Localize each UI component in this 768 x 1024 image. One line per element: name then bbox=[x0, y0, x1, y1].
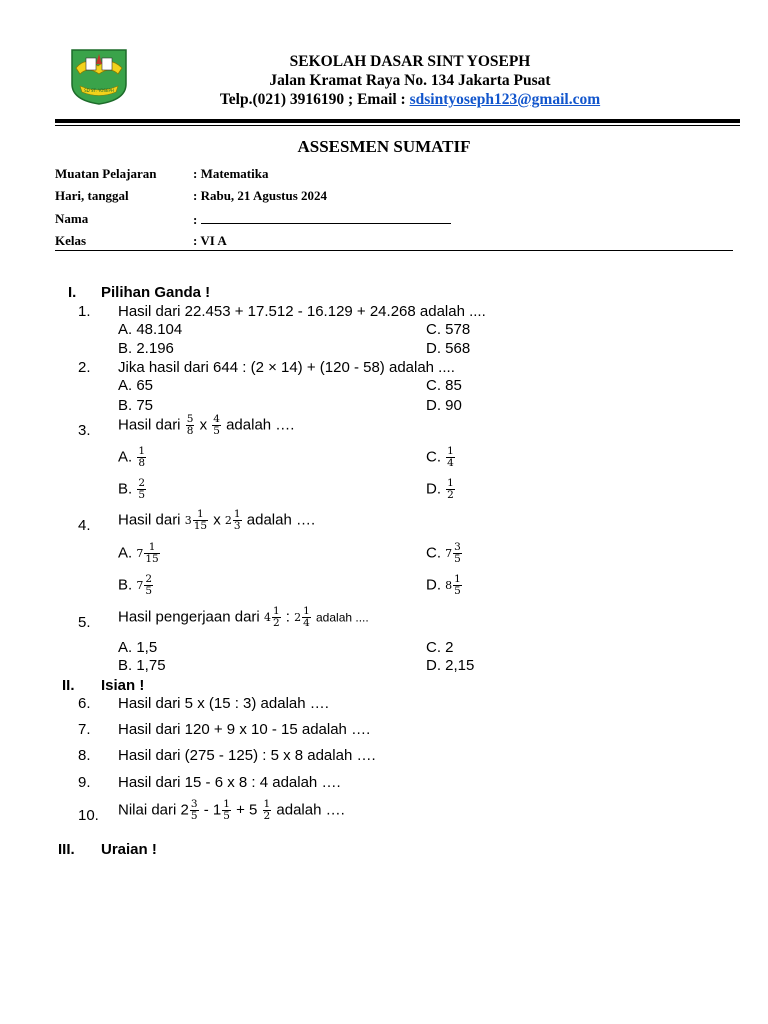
q4-f2-numerator: 1 bbox=[233, 508, 241, 520]
q1-option-c[interactable]: C. 578 bbox=[426, 321, 471, 338]
section-1-title: Pilihan Ganda ! bbox=[101, 284, 211, 301]
q4-option-d-fraction bbox=[453, 574, 462, 597]
q5-operator: : bbox=[285, 608, 290, 626]
meta-class-value: : VI A bbox=[193, 233, 227, 248]
q4-option-a[interactable] bbox=[118, 542, 161, 565]
q4-b-numerator: 2 bbox=[145, 573, 153, 585]
q10-f1-numerator: 3 bbox=[190, 798, 198, 810]
meta-date-label: Hari, tanggal bbox=[55, 188, 129, 203]
q3-a-numerator: 1 bbox=[138, 445, 146, 457]
q4-f1-denominator: 15 bbox=[193, 520, 208, 532]
section-2-title: Isian ! bbox=[101, 677, 145, 694]
q4-option-c-fraction bbox=[453, 542, 462, 565]
header-divider-thin bbox=[55, 125, 740, 126]
q10-fraction-3 bbox=[263, 799, 272, 822]
q3-f2-numerator: 4 bbox=[213, 413, 220, 425]
meta-divider bbox=[55, 250, 733, 251]
q4-fraction-2 bbox=[233, 509, 242, 532]
q3-a-denominator: 8 bbox=[138, 457, 146, 469]
q3-operator: x bbox=[199, 416, 208, 434]
q3-c-denominator: 4 bbox=[447, 457, 454, 469]
q3-f2-denominator: 5 bbox=[213, 425, 220, 437]
page-title: ASSESMEN SUMATIF bbox=[297, 137, 471, 156]
q4-b-whole: 7 bbox=[136, 579, 144, 592]
contact-phone: Telp.(021) 3916190 ; Email : bbox=[219, 91, 410, 108]
q4-whole-2: 2 bbox=[224, 514, 232, 527]
q7-text: Hasil dari 120 + 9 x 10 - 15 adalah …. bbox=[118, 721, 371, 738]
q4-option-d-letter: D. bbox=[426, 576, 441, 594]
q4-option-a-letter: A. bbox=[118, 544, 133, 562]
q1-text: Hasil dari 22.453 + 17.512 - 16.129 + 24.268 adalah .... bbox=[118, 303, 486, 320]
q4-option-c[interactable] bbox=[426, 542, 463, 565]
section-3-title: Uraian ! bbox=[101, 841, 157, 858]
q2-option-d[interactable]: D. 90 bbox=[426, 397, 462, 414]
q5-text-post: adalah .... bbox=[316, 610, 369, 625]
q5-f2-numerator: 1 bbox=[303, 605, 310, 617]
q10-fraction-2 bbox=[222, 799, 231, 822]
q4-d-denominator: 5 bbox=[454, 585, 461, 597]
q4-a-denominator: 15 bbox=[145, 553, 159, 565]
q3-d-numerator: 1 bbox=[447, 477, 454, 489]
school-name: SEKOLAH DASAR SINT YOSEPH bbox=[289, 53, 531, 70]
q5-option-a[interactable]: A. 1,5 bbox=[118, 639, 158, 656]
q3-fraction-1 bbox=[186, 414, 195, 437]
q3-option-a-letter: A. bbox=[118, 448, 133, 466]
section-3-number: III. bbox=[58, 841, 75, 858]
q4-option-b[interactable] bbox=[118, 574, 154, 597]
q4-option-b-letter: B. bbox=[118, 576, 133, 594]
meta-subject-label: Muatan Pelajaran bbox=[55, 166, 157, 181]
q4-option-d[interactable] bbox=[426, 574, 463, 597]
q9-number: 9. bbox=[78, 774, 91, 791]
q10-f3-numerator: 1 bbox=[263, 798, 271, 810]
school-address: Jalan Kramat Raya No. 134 Jakarta Pusat bbox=[269, 72, 551, 89]
q4-option-b-fraction bbox=[144, 574, 153, 597]
q4-text bbox=[118, 509, 315, 532]
q3-text-pre: Hasil dari bbox=[118, 416, 181, 434]
q4-d-numerator: 1 bbox=[454, 573, 461, 585]
svg-text:SD ST. YOSEPH: SD ST. YOSEPH bbox=[84, 88, 114, 93]
q4-option-a-fraction bbox=[144, 542, 159, 565]
q4-c-numerator: 3 bbox=[454, 541, 461, 553]
q7-number: 7. bbox=[78, 721, 91, 738]
q5-f2-denominator: 4 bbox=[303, 617, 310, 629]
q10-text-mid-1: - 1 bbox=[199, 801, 222, 819]
q9-text: Hasil dari 15 - 6 x 8 : 4 adalah …. bbox=[118, 774, 341, 791]
q1-number: 1. bbox=[78, 303, 91, 320]
q4-f1-numerator: 1 bbox=[197, 508, 204, 520]
meta-name-colon: : bbox=[193, 212, 198, 227]
q3-option-c-letter: C. bbox=[426, 448, 441, 466]
q4-text-pre: Hasil dari bbox=[118, 511, 181, 529]
q10-text bbox=[118, 799, 345, 822]
q3-option-a[interactable] bbox=[118, 446, 147, 469]
q3-b-denominator: 5 bbox=[138, 489, 146, 501]
q3-c-numerator: 1 bbox=[447, 445, 454, 457]
q5-option-c[interactable]: C. 2 bbox=[426, 639, 454, 656]
meta-name-label: Nama bbox=[55, 211, 89, 226]
q3-option-c[interactable] bbox=[426, 446, 456, 469]
q10-text-post: adalah …. bbox=[272, 801, 345, 819]
q10-number: 10. bbox=[78, 807, 99, 824]
q8-text: Hasil dari (275 - 125) : 5 x 8 adalah …. bbox=[118, 747, 376, 764]
q10-fraction-1 bbox=[190, 799, 199, 822]
q3-option-c-fraction bbox=[446, 446, 455, 469]
q3-option-b[interactable] bbox=[118, 478, 147, 501]
meta-subject-value: : Matematika bbox=[193, 166, 269, 181]
q4-text-post: adalah …. bbox=[246, 511, 316, 529]
q3-option-d-fraction bbox=[446, 478, 455, 501]
school-contact bbox=[0, 91, 768, 109]
q3-number: 3. bbox=[78, 422, 91, 439]
q2-text: Jika hasil dari 644 : (2 × 14) + (120 - 58) adalah .... bbox=[118, 359, 455, 376]
name-blank-line[interactable] bbox=[201, 211, 451, 224]
q10-f2-denominator: 5 bbox=[223, 810, 230, 822]
q10-f1-denominator: 5 bbox=[190, 810, 198, 822]
q4-option-c-letter: C. bbox=[426, 544, 441, 562]
q3-text-post: adalah …. bbox=[226, 416, 295, 434]
q5-whole-2: 2 bbox=[294, 611, 302, 624]
q5-fraction-2 bbox=[302, 606, 311, 629]
email-link[interactable]: sdsintyoseph123@gmail.com bbox=[409, 91, 601, 108]
q4-a-numerator: 1 bbox=[148, 541, 156, 553]
q1-option-a[interactable]: A. 48.104 bbox=[118, 321, 183, 338]
q5-text bbox=[118, 606, 369, 629]
q1-option-b[interactable]: B. 2.196 bbox=[118, 340, 174, 357]
q3-option-d-letter: D. bbox=[426, 480, 441, 498]
section-2-number: II. bbox=[62, 677, 75, 694]
q5-whole-1: 4 bbox=[263, 611, 271, 624]
q4-fraction-1 bbox=[193, 509, 208, 532]
q4-c-whole: 7 bbox=[445, 547, 453, 560]
q3-option-d[interactable] bbox=[426, 478, 456, 501]
section-1-number: I. bbox=[68, 284, 77, 301]
meta-date-value: : Rabu, 21 Agustus 2024 bbox=[193, 188, 328, 203]
meta-name-field[interactable] bbox=[193, 211, 451, 228]
q5-f1-denominator: 2 bbox=[272, 617, 280, 629]
header-divider-thick bbox=[55, 119, 740, 123]
q8-number: 8. bbox=[78, 747, 91, 764]
q4-a-whole: 7 bbox=[136, 547, 144, 560]
q3-b-numerator: 2 bbox=[138, 477, 146, 489]
q3-text bbox=[118, 414, 294, 437]
q3-d-denominator: 2 bbox=[447, 489, 454, 501]
q5-number: 5. bbox=[78, 614, 91, 631]
q10-f2-numerator: 1 bbox=[223, 798, 230, 810]
q10-text-mid-2: + 5 bbox=[231, 801, 262, 819]
q3-option-b-letter: B. bbox=[118, 480, 133, 498]
q2-option-a[interactable]: A. 65 bbox=[118, 377, 154, 394]
q4-c-denominator: 5 bbox=[454, 553, 461, 565]
q2-option-b[interactable]: B. 75 bbox=[118, 397, 154, 414]
q10-text-pre: Nilai dari 2 bbox=[118, 801, 189, 819]
q1-option-d[interactable]: D. 568 bbox=[426, 340, 471, 357]
q4-b-denominator: 5 bbox=[145, 585, 153, 597]
q3-fraction-2 bbox=[212, 414, 221, 437]
q5-f1-numerator: 1 bbox=[272, 605, 280, 617]
q3-f1-denominator: 8 bbox=[186, 425, 194, 437]
q5-option-b[interactable]: B. 1,75 bbox=[118, 657, 166, 674]
q4-operator: x bbox=[213, 511, 221, 529]
q2-number: 2. bbox=[78, 359, 91, 376]
q10-f3-denominator: 2 bbox=[263, 810, 271, 822]
q4-whole-1: 3 bbox=[184, 514, 192, 527]
q6-number: 6. bbox=[78, 695, 91, 712]
q4-number: 4. bbox=[78, 517, 91, 534]
q6-text: Hasil dari 5 x (15 : 3) adalah …. bbox=[118, 695, 329, 712]
q2-option-c[interactable]: C. 85 bbox=[426, 377, 462, 394]
q5-text-pre: Hasil pengerjaan dari bbox=[118, 608, 260, 626]
q3-f1-numerator: 5 bbox=[186, 413, 194, 425]
q3-option-a-fraction bbox=[137, 446, 146, 469]
q5-option-d[interactable]: D. 2,15 bbox=[426, 657, 475, 674]
q3-option-b-fraction bbox=[137, 478, 146, 501]
q5-fraction-1 bbox=[272, 606, 281, 629]
q4-f2-denominator: 3 bbox=[233, 520, 241, 532]
meta-class-label: Kelas bbox=[55, 233, 87, 248]
q4-d-whole: 8 bbox=[445, 579, 453, 592]
